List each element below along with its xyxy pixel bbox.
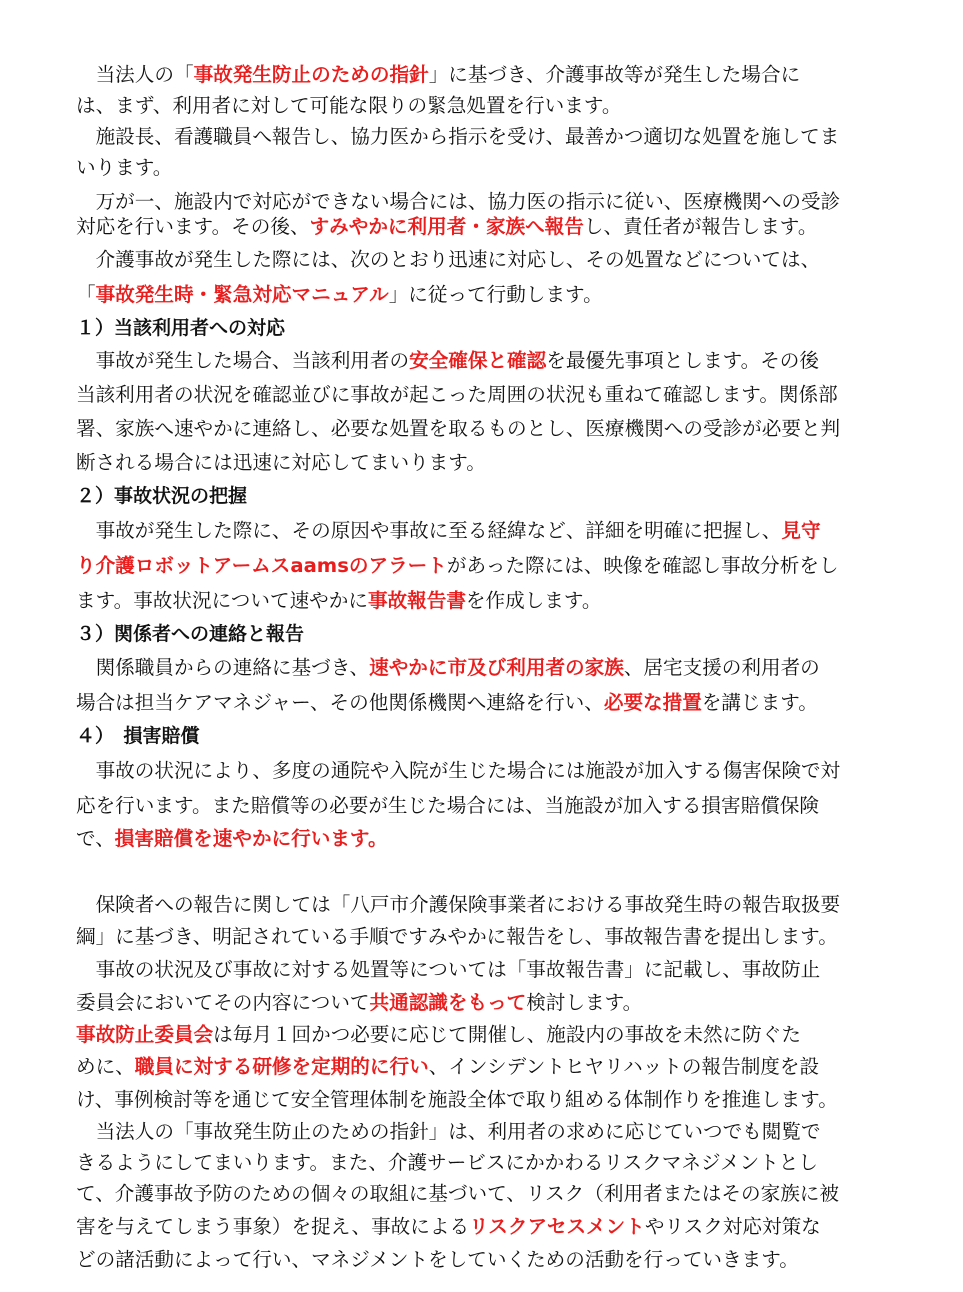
text-segment: 当該利用者の状況を確認並びに事故が起こった周囲の状況も重ねて確認します。関係部 — [76, 383, 838, 406]
highlight-text: リスクアセスメント — [469, 1215, 645, 1238]
text-segment: ます。事故状況について速やかに — [76, 589, 368, 612]
highlight-text: 見守 — [781, 519, 821, 542]
text-segment: どの諸活動によって行い、マネジメントをしていくための活動を行っていきます。 — [76, 1248, 799, 1271]
text-segment: を最優先事項とします。その後 — [546, 349, 819, 372]
text-line — [76, 1115, 891, 1148]
text-line — [76, 920, 891, 953]
highlight-text: 損害賠償を速やかに行います。 — [114, 827, 388, 850]
text-line — [76, 651, 891, 684]
text-segment: 関係職員からの連絡に基づき、 — [76, 656, 370, 679]
text-segment: 場合は担当ケアマネジャー、その他関係機関へ連絡を行い、 — [76, 691, 604, 714]
highlight-text: 共通認識をもって — [369, 991, 527, 1014]
text-line — [76, 344, 891, 377]
text-segment: 万が一、施設内で対応ができない場合には、協力医の指示に従い、医療機関への受診 — [76, 190, 841, 213]
text-segment: 介護事故が発生した際には、次のとおり迅速に対応し、その処置などについては、 — [76, 248, 821, 271]
text-line — [76, 243, 891, 276]
text-line — [76, 151, 891, 184]
text-segment: 」に従って行動します。 — [388, 283, 603, 306]
text-line — [76, 888, 891, 921]
text-segment: 保険者への報告に関しては「八戸市介護保険事業者における事故発生時の報告取扱要 — [76, 893, 841, 916]
text-line — [76, 278, 891, 311]
text-line — [76, 514, 891, 547]
text-segment: は毎月１回かつ必要に応じて開催し、施設内の事故を未然に防ぐた — [213, 1023, 801, 1046]
text-segment: 」に基づき、介護事故等が発生した場合に — [428, 63, 801, 86]
text-segment: １）当該利用者への対応 — [76, 317, 286, 339]
text-line — [76, 446, 891, 479]
text-line — [76, 210, 891, 243]
text-segment: を講じます。 — [701, 691, 818, 714]
text-segment: 施設長、看護職員へ報告し、協力医から指示を受け、最善かつ適切な処置を施してま — [76, 125, 840, 148]
text-segment: いります。 — [76, 156, 173, 179]
text-segment: 「 — [76, 283, 96, 306]
text-segment: 事故の状況により、多度の通院や入院が生じた場合には施設が加入する傷害保険で対 — [76, 759, 841, 782]
text-segment: 委員会においてその内容について — [76, 991, 370, 1014]
text-line — [76, 686, 891, 719]
text-line — [76, 953, 891, 986]
text-segment: ３）関係者への連絡と報告 — [76, 623, 305, 645]
text-segment: し、責任者が報告します。 — [583, 215, 818, 238]
text-segment: 事故の状況及び事故に対する処置等については「事故報告書」に記載し、事故防止 — [76, 958, 821, 981]
text-line — [76, 1243, 891, 1276]
section-heading — [76, 480, 891, 513]
text-line — [76, 754, 891, 787]
text-segment: 、居宅支援の利用者の — [623, 656, 820, 679]
text-line — [76, 789, 891, 822]
section-heading — [76, 720, 891, 753]
text-segment: 検討します。 — [526, 991, 643, 1014]
highlight-text: 事故発生防止のための指針 — [193, 63, 429, 86]
highlight-text: 事故防止委員会 — [76, 1023, 214, 1046]
text-segment: 対応を行います。その後、 — [76, 215, 310, 238]
text-segment: 署、家族へ速やかに連絡し、必要な処置を取るものとし、医療機関への受診が必要と判 — [76, 417, 841, 440]
text-segment: 当法人の「事故発生防止のための指針」は、利用者の求めに応じていつでも閲覧で — [76, 1120, 821, 1143]
section-heading — [76, 618, 891, 651]
text-segment: ２）事故状況の把握 — [76, 485, 248, 507]
text-segment: 応を行います。また賠償等の必要が生じた場合には、当施設が加入する損害賠償保険 — [76, 794, 819, 817]
text-segment: て、介護事故予防のための個々の取組に基づいて、リスク（利用者またはその家族に被 — [76, 1182, 839, 1205]
text-segment: で、 — [76, 827, 115, 850]
text-segment: きるようにしてまいります。また、介護サービスにかかわるリスクマネジメントとし — [76, 1151, 819, 1174]
text-line — [76, 549, 891, 582]
text-segment: があった際には、映像を確認し事故分析をし — [446, 554, 839, 577]
text-segment: 事故が発生した場合、当該利用者の — [76, 349, 410, 372]
text-line — [76, 58, 891, 91]
highlight-text: 必要な措置 — [603, 691, 702, 714]
text-line — [76, 1210, 891, 1243]
text-line — [76, 1177, 891, 1210]
text-segment: 事故が発生した際に、その原因や事故に至る経緯など、詳細を明確に把握し、 — [76, 519, 782, 542]
text-line — [76, 822, 891, 855]
text-line — [76, 378, 891, 411]
highlight-text: 事故発生時・緊急対応マニュアル — [95, 283, 389, 306]
highlight-text: 安全確保と確認 — [409, 349, 547, 372]
text-line — [76, 89, 891, 122]
text-segment: は、まず、利用者に対して可能な限りの緊急処置を行います。 — [76, 94, 622, 117]
text-line — [76, 1146, 891, 1179]
text-segment: ４） 損害賠償 — [76, 725, 200, 747]
text-segment: やリスク対応対策な — [644, 1215, 821, 1238]
text-line — [76, 412, 891, 445]
text-segment: け、事例検討等を通じて安全管理体制を施設全体で取り組める体制作りを推進します。 — [76, 1088, 838, 1111]
text-line — [76, 584, 891, 617]
highlight-text: 事故報告書 — [367, 589, 466, 612]
text-segment: 当法人の「 — [76, 63, 194, 86]
text-segment: を作成します。 — [465, 589, 602, 612]
section-heading — [76, 312, 891, 345]
text-segment: 綱」に基づき、明記されている手順ですみやかに報告をし、事故報告書を提出します。 — [76, 925, 838, 948]
text-segment: 断される場合には迅速に対応してまいります。 — [76, 451, 486, 474]
text-segment: 、インシデントヒヤリハットの報告制度を設 — [428, 1055, 820, 1078]
text-line — [76, 120, 891, 153]
text-line — [76, 986, 891, 1019]
text-line — [76, 1050, 891, 1083]
text-line — [76, 1083, 891, 1116]
text-line — [76, 1018, 891, 1051]
text-segment: 害を与えてしまう事象）を捉え、事故による — [76, 1215, 470, 1238]
text-segment: めに、 — [76, 1055, 135, 1078]
highlight-text: 速やかに市及び利用者の家族 — [369, 656, 624, 679]
highlight-text: 職員に対する研修を定期的に行い — [134, 1055, 429, 1078]
highlight-text: り介護ロボットアームスaamsのアラート — [76, 554, 447, 577]
highlight-text: すみやかに利用者・家族へ報告 — [309, 215, 584, 238]
